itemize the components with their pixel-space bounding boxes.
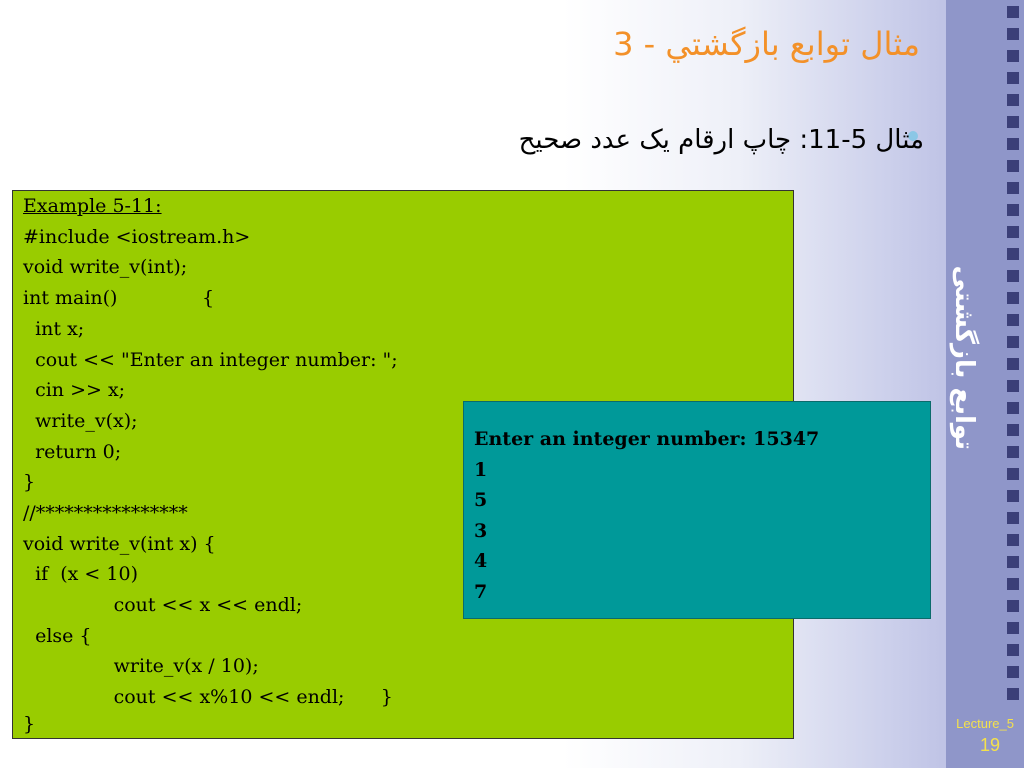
output-line: 7 — [474, 581, 488, 603]
film-hole — [1007, 622, 1019, 634]
film-hole — [1007, 270, 1019, 282]
code-line: cout << x << endl; — [23, 594, 303, 616]
film-hole — [1007, 314, 1019, 326]
code-line: write_v(x / 10); — [23, 655, 259, 677]
film-hole — [1007, 556, 1019, 568]
film-hole — [1007, 644, 1019, 656]
code-line: void write_v(int); — [23, 256, 188, 278]
code-line: return 0; — [23, 441, 122, 463]
film-hole — [1007, 380, 1019, 392]
output-box — [463, 401, 931, 619]
code-line: cin >> x; — [23, 379, 126, 401]
film-hole — [1007, 292, 1019, 304]
film-hole — [1007, 688, 1019, 700]
film-hole — [1007, 28, 1019, 40]
output-line: 3 — [474, 520, 488, 542]
film-hole — [1007, 336, 1019, 348]
film-hole — [1007, 358, 1019, 370]
film-hole — [1007, 512, 1019, 524]
output-line: Enter an integer number: 15347 — [474, 428, 820, 450]
film-hole — [1007, 138, 1019, 150]
film-hole — [1007, 160, 1019, 172]
output-line: 4 — [474, 550, 488, 572]
film-hole — [1007, 182, 1019, 194]
film-hole — [1007, 94, 1019, 106]
bullet-text: مثال 5-11: چاپ ارقام یک عدد صحیح — [518, 125, 924, 155]
code-line: else { — [23, 625, 92, 647]
film-hole — [1007, 402, 1019, 414]
film-hole — [1007, 578, 1019, 590]
film-hole — [1007, 446, 1019, 458]
code-line: int main() { — [23, 287, 215, 309]
code-line: #include <iostream.h> — [23, 226, 251, 248]
footer-lecture: Lecture_5 — [956, 716, 1014, 731]
film-hole — [1007, 248, 1019, 260]
code-line: cout << x%10 << endl; } — [23, 686, 393, 708]
code-title: Example 5-11: — [23, 195, 162, 217]
film-hole — [1007, 204, 1019, 216]
film-hole — [1007, 666, 1019, 678]
page-number: 19 — [979, 735, 1000, 755]
side-title: توابع بازگشتی — [949, 265, 979, 450]
film-hole — [1007, 424, 1019, 436]
code-line: cout << "Enter an integer number: "; — [23, 349, 398, 371]
output-line: 5 — [474, 489, 488, 511]
film-strip-decoration — [1007, 0, 1021, 700]
film-hole — [1007, 468, 1019, 480]
film-hole — [1007, 600, 1019, 612]
film-hole — [1007, 50, 1019, 62]
code-line: //**************** — [23, 502, 188, 524]
film-hole — [1007, 72, 1019, 84]
slide-title: مثال توابع بازگشتي - 3 — [613, 25, 920, 63]
film-hole — [1007, 6, 1019, 18]
film-hole — [1007, 534, 1019, 546]
film-hole — [1007, 116, 1019, 128]
output-line: 1 — [474, 459, 488, 481]
film-hole — [1007, 490, 1019, 502]
code-line: } — [23, 713, 36, 735]
code-line: write_v(x); — [23, 410, 138, 432]
code-line: if (x < 10) — [23, 563, 138, 585]
code-line: int x; — [23, 318, 85, 340]
code-line: void write_v(int x) { — [23, 533, 216, 555]
film-hole — [1007, 226, 1019, 238]
code-line: } — [23, 471, 36, 493]
